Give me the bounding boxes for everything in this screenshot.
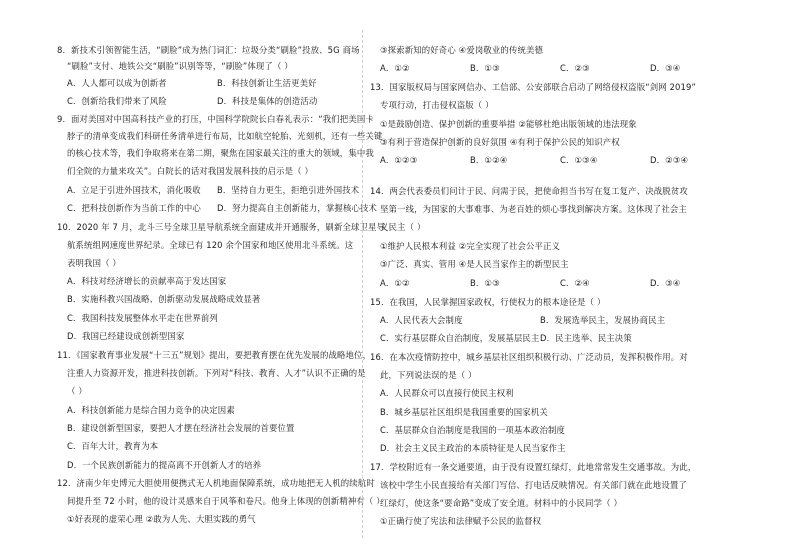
- left-text-line: A．科技创新能力是综合国力竞争的决定因素: [67, 405, 235, 415]
- left-text-line: （ ）: [67, 386, 87, 396]
- left-text-line: C．百年大计，教育为本: [67, 441, 159, 451]
- left-text-line: C．把科技创新作为当前工作的中心: [67, 203, 201, 213]
- right-text-line: 15．在我国，人民掌握国家政权，行使权力的根本途径是（ ）: [370, 297, 606, 307]
- right-text-line: ③广泛、真实、管用 ④是人民当家作主的新型民主: [380, 259, 569, 269]
- right-text-line: 坚第一线，为国家的大事难事、为老百姓的烦心事找到解决方案。这体现了社会主: [380, 204, 687, 214]
- right-text-line: ③探索新知的好奇心 ④爱岗敬业的传统美德: [380, 45, 544, 55]
- left-text-line: 表明我国（ ）: [67, 258, 121, 268]
- right-text-line: C．①③④: [560, 155, 598, 165]
- left-text-line: 11．《国家教育事业发展“十三五”规划》提出，要把教育摆在优先发展的战略地位，: [57, 350, 372, 360]
- right-text-line: 17．学校附近有一条交通要道，由于没有设置红绿灯，此地常常发生交通事故。为此，: [370, 462, 697, 472]
- right-text-line: C．②④: [560, 278, 590, 288]
- right-text-line: 13．国家版权局与国家网信办、工信部、公安部联合启动了网络侵权盗版“剑网 2019”: [370, 82, 696, 92]
- right-text-line: B．发展选举民主，发展协商民主: [540, 315, 666, 325]
- left-text-line: 12．济南少年史博元大胆使用便携式无人机地面保障系统，成功地把无人机的续航时: [57, 478, 375, 488]
- right-text-line: B．①③: [470, 63, 500, 73]
- left-text-line: 9．面对美国对中国高科技产业的打压，中国科学院院长白春礼表示：“我们把美国卡: [57, 114, 374, 124]
- left-text-line: D．我国已经建设成创新型国家: [67, 331, 185, 341]
- right-text-line: 16．在本次疫情防控中，城乡基层社区组织积极行动、广泛动员，发挥积极作用。对: [370, 352, 688, 362]
- right-text-line: C．基层群众自治制度是我国的一项基本政治制度: [380, 425, 566, 435]
- column-divider: [362, 30, 363, 538]
- left-text-line: 间提升至 72 小时，他的设计灵感来自于风筝和卷尺。他身上体现的创新精神有（ ）: [67, 496, 385, 506]
- right-text-line: D．民主选举、民主决策: [540, 333, 632, 343]
- right-text-line: B．①③: [470, 278, 500, 288]
- right-text-line: B．①②④: [470, 155, 508, 165]
- right-text-line: 红绿灯，使这条“要命路”变成了安全道。材料中的小民同学（ ）: [380, 498, 622, 508]
- left-text-line: C．我国科技发展整体水平走在世界前列: [67, 313, 218, 323]
- left-text-line: 的核心技术等，我们争取将来在第二期，聚焦在国家最关注的重大的领域，集中我: [67, 148, 374, 158]
- left-text-line: A．科技对经济增长的贡献率高于发达国家: [67, 276, 227, 286]
- left-text-line: B．建设创新型国家，要把人才摆在经济社会发展的首要位置: [67, 423, 295, 433]
- right-text-line: D．②③④: [650, 155, 689, 165]
- left-text-line: B．科技创新让生活更美好: [217, 78, 317, 88]
- right-text-line: C．②③: [560, 63, 590, 73]
- right-text-line: ①是鼓励创造、保护创新的重要举措 ②能够杜绝出版领域的违法现象: [380, 119, 637, 129]
- left-text-line: 脖子的清单变成我们科研任务清单进行布局，比如航空轮胎、光刻机，还有一些关键: [67, 131, 383, 141]
- right-text-line: A．①②③: [380, 155, 418, 165]
- right-text-line: 此，下列说法误的是（ ）: [380, 370, 477, 380]
- left-text-line: D．科技是集体的创造活动: [217, 96, 318, 106]
- left-text-line: A．人人都可以成为创新者: [67, 78, 167, 88]
- right-text-line: D．社会主义民主政治的本质特征是人民当家作主: [380, 443, 566, 453]
- right-text-line: D．③④: [650, 278, 681, 288]
- left-text-line: 8．新技术引领智能生活，“刷脸”成为热门词汇：垃圾分类“刷脸”投放、5G 商场: [57, 45, 360, 55]
- left-text-line: 注重人力资源开发，推进科技创新。下列对“科技、教育、人才”认识不正确的是: [67, 368, 366, 378]
- left-text-line: 航系统组网速度世界纪录。全球已有 120 余个国家和地区使用北斗系统。这: [67, 240, 354, 250]
- right-text-line: D．③④: [650, 63, 681, 73]
- right-text-line: A．①②: [380, 63, 410, 73]
- right-text-line: ①正确行使了宪法和法律赋予公民的监督权: [380, 516, 542, 526]
- left-text-line: D．一个民族创新能力的提高离不开创新人才的培养: [67, 460, 262, 470]
- right-text-line: A．人民代表大会制度: [380, 315, 463, 325]
- right-text-line: 14．两会代表委员们问计于民、问需于民，把使命担当书写在复工复产、决战脱贫攻: [370, 186, 688, 196]
- left-text-line: B．坚持自力更生，拒绝引进外国技术: [217, 185, 360, 195]
- right-text-line: 专项行动，打击侵权盗版（ ）: [380, 100, 494, 110]
- left-text-line: 们全院的力量来攻关”。白院长的话对我国发展科技的启示是（ ）: [67, 166, 313, 176]
- left-text-line: A．立足于引进外国技术，消化吸收: [67, 185, 201, 195]
- left-text-line: C．创新给我们带来了风险: [67, 96, 167, 106]
- right-text-line: ③有利于营造保护创新的良好氛围 ④有利于保护公民的知识产权: [380, 137, 620, 147]
- left-text-line: “刷脸”支付、地铁公交“刷脸”识别等等，“刷脸”体现了（ ）: [67, 61, 293, 71]
- right-text-line: 义民主（ ）: [380, 222, 426, 232]
- left-text-line: B．实施科教兴国战略、创新驱动发展战略成效显著: [67, 294, 261, 304]
- right-text-line: A．①②: [380, 278, 410, 288]
- right-text-line: C．实行基层群众自治制度，发展基层民主: [380, 333, 540, 343]
- right-text-line: ①维护人民根本利益 ②完全实现了社会公平正义: [380, 241, 561, 251]
- right-text-line: A．人民群众可以直接行使民主权利: [380, 388, 514, 398]
- right-text-line: 该校中学生小民直接给有关部门写信、打电话反映情况。有关部门就在此地设置了: [380, 480, 687, 490]
- left-text-line: 10．2020 年 7 月，北斗三号全球卫星导航系统全面建成并开通服务，刷新全球卫星导: [57, 222, 386, 232]
- right-text-line: B．城乡基层社区组织是我国重要的国家机关: [380, 407, 548, 417]
- left-text-line: ①好表现的虚荣心理 ②敢为人先、大胆实践的勇气: [67, 514, 256, 524]
- left-text-line: D．努力提高自主创新能力，掌握核心技术: [217, 203, 378, 213]
